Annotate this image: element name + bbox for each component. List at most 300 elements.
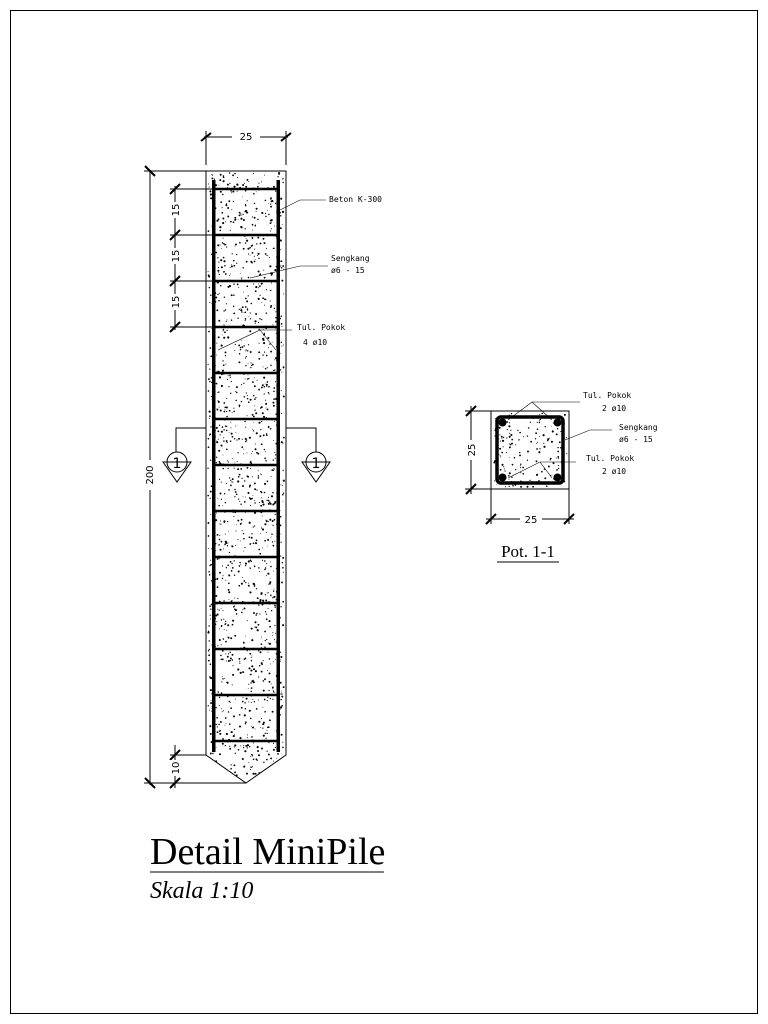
hatch-dot [265, 451, 266, 452]
hatch-dot [255, 728, 256, 729]
hatch-dot [238, 585, 240, 587]
hatch-dot [248, 181, 249, 182]
hatch-dot [280, 606, 281, 607]
hatch-dot [239, 663, 240, 664]
hatch-dot [267, 730, 268, 731]
hatch-dot [256, 613, 258, 615]
hatch-dot [230, 190, 232, 192]
hatch-dot [230, 485, 232, 487]
hatch-dot [282, 182, 283, 183]
hatch-dot [270, 307, 272, 309]
hatch-dot [262, 528, 264, 530]
hatch-dot [227, 337, 229, 339]
hatch-dot [274, 308, 275, 309]
hatch-dot [236, 524, 237, 525]
hatch-dot [238, 438, 240, 440]
hatch-dot [258, 422, 260, 424]
hatch-dot [208, 230, 210, 232]
hatch-dot [283, 269, 284, 270]
hatch-dot [224, 271, 225, 272]
hatch-dot [263, 762, 264, 763]
hatch-dot [217, 558, 219, 560]
hatch-dot [268, 652, 269, 653]
hatch-dot [247, 248, 249, 250]
hatch-dot [500, 469, 502, 471]
hatch-dot [558, 465, 559, 466]
hatch-dot [256, 588, 257, 589]
hatch-dot [250, 718, 252, 720]
hatch-dot [270, 199, 271, 200]
hatch-dot [243, 219, 245, 221]
hatch-dot [245, 242, 246, 243]
hatch-dot [255, 259, 256, 260]
hatch-dot [245, 512, 246, 513]
hatch-dot [219, 549, 221, 551]
hatch-dot [219, 733, 221, 735]
hatch-dot [501, 464, 503, 466]
hatch-dot [246, 475, 248, 477]
hatch-dot [233, 306, 234, 307]
hatch-dot [261, 319, 262, 320]
hatch-dot [266, 614, 267, 615]
hatch-dot [557, 456, 559, 458]
hatch-dot [223, 402, 225, 404]
hatch-dot [254, 482, 256, 484]
hatch-dot [248, 560, 250, 562]
hatch-dot [280, 198, 282, 200]
hatch-dot [246, 773, 248, 775]
hatch-dot [250, 468, 251, 469]
hatch-dot [261, 500, 263, 502]
hatch-dot [260, 727, 261, 728]
hatch-dot [273, 691, 274, 692]
hatch-dot [241, 340, 242, 341]
hatch-dot [209, 190, 211, 192]
hatch-dot [535, 432, 537, 434]
hatch-dot [246, 392, 247, 393]
section-bottom-bar-spec: 2 ø10 [602, 467, 627, 476]
hatch-dot [237, 317, 238, 318]
hatch-dot [247, 395, 248, 396]
hatch-dot [243, 292, 244, 293]
main-bar-label: Tul. Pokok [297, 323, 346, 332]
hatch-dot [226, 303, 227, 304]
hatch-dot [262, 707, 263, 708]
hatch-dot [247, 200, 248, 201]
hatch-dot [558, 457, 559, 458]
hatch-dot [237, 480, 239, 482]
hatch-dot [254, 248, 255, 249]
hatch-dot [277, 176, 278, 177]
hatch-dot [219, 705, 220, 706]
hatch-dot [282, 624, 284, 626]
hatch-dot [233, 265, 235, 267]
hatch-dot [227, 543, 228, 544]
hatch-dot [269, 501, 271, 503]
hatch-dot [282, 601, 284, 603]
hatch-dot [235, 432, 236, 433]
hatch-dot [233, 764, 235, 766]
hatch-dot [235, 243, 237, 245]
section-bar-bottom-right [554, 474, 562, 482]
hatch-dot [276, 758, 277, 759]
hatch-dot [210, 355, 212, 357]
hatch-dot [258, 351, 260, 353]
hatch-dot [259, 665, 261, 667]
hatch-dot [230, 561, 232, 563]
hatch-dot [231, 294, 233, 296]
hatch-dot [242, 758, 244, 760]
hatch-dot [209, 605, 211, 607]
hatch-dot [251, 656, 252, 657]
hatch-dot [249, 330, 251, 332]
hatch-dot [258, 567, 260, 569]
hatch-dot [244, 421, 245, 422]
hatch-dot [261, 283, 263, 285]
section-cut-marker-right [286, 428, 330, 482]
hatch-dot [257, 453, 259, 455]
hatch-dot [244, 183, 245, 184]
hatch-dot [258, 754, 260, 756]
hatch-dot [259, 435, 261, 437]
hatch-dot [253, 173, 254, 174]
hatch-dot [265, 253, 267, 255]
section-bar-top-right [554, 419, 562, 427]
hatch-dot [233, 408, 234, 409]
hatch-dot [266, 618, 268, 620]
hatch-dot [245, 365, 246, 366]
hatch-dot [271, 495, 273, 497]
hatch-dot [225, 204, 227, 206]
hatch-dot [259, 343, 260, 344]
hatch-dot [269, 681, 271, 683]
hatch-dot [515, 444, 516, 445]
hatch-dot [232, 482, 233, 483]
hatch-dot [258, 470, 259, 471]
hatch-dot [215, 595, 217, 597]
hatch-dot [271, 222, 272, 223]
hatch-dot [210, 514, 211, 515]
hatch-dot [266, 312, 268, 314]
hatch-dot [240, 226, 242, 228]
hatch-dot [240, 540, 241, 541]
hatch-dot [232, 190, 234, 192]
hatch-dot [543, 443, 544, 444]
hatch-dot [273, 571, 274, 572]
hatch-dot [259, 285, 261, 287]
hatch-dot [248, 762, 249, 763]
hatch-dot [231, 731, 233, 733]
hatch-dot [281, 346, 282, 347]
hatch-dot [509, 436, 511, 438]
hatch-dot [263, 690, 265, 692]
hatch-dot [522, 467, 524, 469]
hatch-dot [271, 684, 272, 685]
hatch-dot [267, 408, 269, 410]
hatch-dot [253, 759, 255, 761]
hatch-dot [235, 491, 237, 493]
hatch-dot [503, 466, 504, 467]
hatch-dot [269, 393, 270, 394]
hatch-dot [210, 609, 211, 610]
hatch-dot [227, 624, 229, 626]
hatch-dot [273, 596, 275, 598]
hatch-dot [258, 258, 259, 259]
hatch-dot [248, 401, 250, 403]
hatch-dot [262, 504, 264, 506]
hatch-dot [520, 472, 521, 473]
hatch-dot [247, 415, 248, 416]
hatch-dot [268, 608, 269, 609]
hatch-dot [280, 555, 281, 556]
hatch-dot [272, 635, 273, 636]
hatch-dot [251, 362, 252, 363]
hatch-dot [223, 310, 224, 311]
hatch-dot [218, 267, 219, 268]
hatch-dot [236, 439, 237, 440]
hatch-dot [209, 574, 211, 576]
hatch-dot [268, 584, 269, 585]
hatch-dot [207, 495, 209, 497]
hatch-dot [223, 329, 225, 331]
hatch-dot [557, 428, 558, 429]
hatch-dot [246, 439, 248, 441]
hatch-dot [217, 534, 219, 536]
hatch-dot [245, 311, 247, 313]
hatch-dot [226, 682, 228, 684]
hatch-dot [241, 446, 243, 448]
hatch-dot [262, 338, 264, 340]
hatch-dot [243, 345, 244, 346]
hatch-dot [272, 525, 273, 526]
hatch-dot [221, 625, 222, 626]
hatch-dot [246, 746, 247, 747]
hatch-dot [266, 355, 268, 357]
hatch-dot [219, 293, 220, 294]
hatch-dot [244, 714, 246, 716]
hatch-dot [270, 300, 271, 301]
hatch-dot [238, 749, 240, 751]
hatch-dot [219, 244, 220, 245]
hatch-dot [265, 460, 267, 462]
hatch-dot [229, 723, 231, 725]
hatch-dot [243, 248, 245, 250]
hatch-dot [222, 578, 223, 579]
hatch-dot [239, 242, 241, 244]
hatch-dot [523, 436, 524, 437]
hatch-dot [236, 613, 238, 615]
hatch-dot [227, 656, 229, 658]
hatch-dot [243, 449, 244, 450]
hatch-dot [268, 203, 269, 204]
hatch-dot [216, 441, 218, 443]
hatch-dot [271, 274, 272, 275]
hatch-dot [250, 498, 252, 500]
hatch-dot [245, 565, 246, 566]
hatch-dot [230, 707, 232, 709]
hatch-dot [269, 581, 271, 583]
hatch-dot [222, 370, 224, 372]
section-width-label: 25 [524, 515, 538, 526]
hatch-dot [256, 211, 257, 212]
hatch-dot [227, 442, 228, 443]
hatch-dot [220, 655, 222, 657]
hatch-dot [254, 621, 256, 623]
hatch-dot [282, 567, 284, 569]
hatch-dot [264, 483, 266, 485]
hatch-dot [229, 172, 230, 173]
hatch-dot [220, 520, 221, 521]
hatch-dot [220, 191, 222, 193]
hatch-dot [245, 186, 247, 188]
hatch-dot [265, 400, 266, 401]
hatch-dot [218, 336, 220, 338]
hatch-dot [500, 455, 501, 456]
section-title: Pot. 1-1 [501, 542, 555, 561]
hatch-dot [247, 398, 249, 400]
hatch-dot [240, 214, 241, 215]
hatch-dot [266, 407, 267, 408]
hatch-dot [270, 290, 271, 291]
hatch-dot [272, 545, 274, 547]
hatch-dot [259, 273, 261, 275]
hatch-dot [529, 480, 530, 481]
hatch-dot [245, 357, 246, 358]
hatch-dot [209, 640, 210, 641]
hatch-dot [250, 691, 251, 692]
hatch-dot [266, 433, 267, 434]
hatch-dot [510, 434, 512, 436]
hatch-dot [264, 523, 266, 525]
hatch-dot [256, 489, 257, 490]
hatch-dot [243, 747, 244, 748]
hatch-dot [267, 670, 268, 671]
hatch-dot [232, 654, 234, 656]
hatch-dot [225, 244, 226, 245]
hatch-dot [537, 428, 539, 430]
hatch-dot [530, 422, 531, 423]
hatch-dot [221, 345, 223, 347]
hatch-dot [557, 447, 558, 448]
hatch-dot [251, 453, 252, 454]
hatch-dot [258, 676, 259, 677]
hatch-dot [256, 243, 257, 244]
hatch-dot [264, 631, 266, 633]
hatch-dot [219, 731, 220, 732]
hatch-dot [271, 228, 272, 229]
hatch-dot [266, 563, 267, 564]
hatch-dot [281, 323, 283, 325]
hatch-dot [239, 501, 240, 502]
section-top-bar-label: Tul. Pokok [583, 391, 632, 400]
hatch-dot [230, 267, 231, 268]
hatch-dot [280, 227, 282, 229]
hatch-dot [232, 684, 233, 685]
hatch-dot [509, 443, 510, 444]
hatch-dot [504, 470, 505, 471]
hatch-dot [551, 441, 553, 443]
hatch-dot [283, 345, 284, 346]
hatch-dot [262, 384, 264, 386]
hatch-dot [226, 630, 227, 631]
hatch-dot [233, 186, 235, 188]
hatch-dot [222, 575, 223, 576]
hatch-dot [263, 270, 264, 271]
section-bar-bottom-left [499, 474, 507, 482]
hatch-dot [223, 337, 225, 339]
hatch-dot [268, 592, 269, 593]
hatch-dot [265, 216, 266, 217]
hatch-dot [253, 668, 255, 670]
hatch-dot [270, 698, 271, 699]
hatch-dot [208, 548, 209, 549]
hatch-dot [223, 548, 224, 549]
hatch-dot [246, 698, 248, 700]
hatch-dot [243, 312, 244, 313]
hatch-dot [246, 179, 248, 181]
hatch-dot [282, 485, 283, 486]
hatch-dot [540, 419, 541, 420]
hatch-dot [234, 489, 236, 491]
hatch-dot [244, 320, 245, 321]
hatch-dot [259, 318, 261, 320]
hatch-dot [248, 701, 249, 702]
hatch-dot [265, 611, 266, 612]
hatch-dot [237, 191, 238, 192]
hatch-dot [228, 200, 230, 202]
hatch-dot [208, 571, 210, 573]
hatch-dot [272, 699, 273, 700]
hatch-dot [270, 351, 272, 353]
hatch-dot [220, 409, 222, 411]
hatch-dot [266, 759, 268, 761]
hatch-dot [225, 502, 227, 504]
hatch-dot [246, 300, 248, 302]
hatch-dot [219, 610, 220, 611]
hatch-dot [274, 604, 276, 606]
hatch-dot [537, 422, 538, 423]
hatch-dot [258, 283, 259, 284]
hatch-dot [249, 486, 251, 488]
drawing-scale: Skala 1:10 [150, 878, 254, 904]
hatch-dot [226, 406, 228, 408]
hatch-dot [269, 519, 271, 521]
hatch-dot [217, 257, 218, 258]
hatch-dot [222, 194, 224, 196]
pile-width-label: 25 [239, 132, 253, 143]
hatch-dot [218, 185, 219, 186]
hatch-dot [252, 252, 254, 254]
hatch-dot [217, 691, 219, 693]
hatch-dot [221, 692, 223, 694]
hatch-dot [238, 219, 239, 220]
hatch-dot [253, 542, 255, 544]
hatch-dot [556, 433, 558, 435]
hatch-dot [264, 277, 266, 279]
hatch-dot [281, 441, 283, 443]
hatch-dot [538, 451, 540, 453]
hatch-dot [245, 298, 247, 300]
hatch-dot [255, 323, 256, 324]
hatch-dot [282, 470, 283, 471]
hatch-dot [241, 583, 243, 585]
hatch-dot [509, 422, 510, 423]
hatch-dot [257, 255, 258, 256]
hatch-dot [234, 734, 235, 735]
hatch-dot [247, 744, 249, 746]
hatch-dot [281, 280, 283, 282]
hatch-dot [254, 502, 255, 503]
